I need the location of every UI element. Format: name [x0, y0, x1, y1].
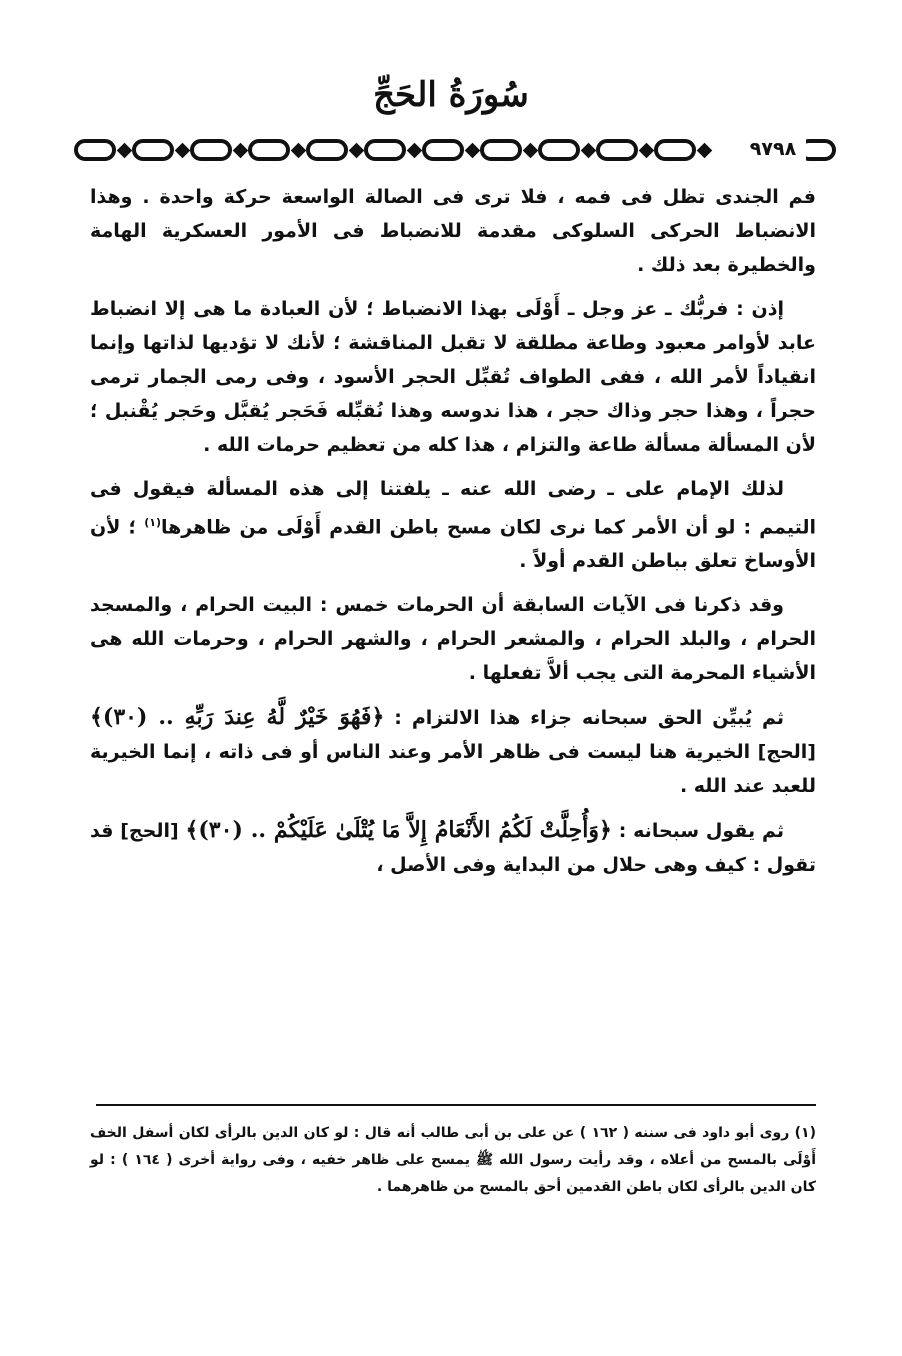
page-number: ٩٧٩٨	[740, 136, 806, 162]
paragraph-1: فم الجندى تظل فى فمه ، فلا ترى فى الصالة الواسعة حركة واحدة . وهذا الانضباط الحركى السلوكى مقدمة للانضباط فى الأمور العسكرية الهامة والخطيرة بعد ذلك .	[90, 186, 816, 276]
paragraph-6	[90, 813, 816, 882]
chain-ornament-divider	[72, 132, 838, 168]
quran-verse: ﴿فَهُوَ خَيْرٌ لَّهُ عِندَ رَبِّهِ .. (٣٠)﴾	[90, 704, 385, 731]
footnotes	[90, 1120, 816, 1201]
paragraph-2: إذن : فربُّك ـ عز وجل ـ أَوْلَى بهذا الانضباط ؛ لأن العبادة ما هى إلا انضباط عابد لأوامر معبود وطاعة مطلقة لا تقبل المناقشة ؛ لأنك لا تؤديها لذاتها وإنما انقياداً لأمر الله ، ففى الطواف تُقبِّل الحجر الأسود ، وفى رمى الجمار ترمى حجراً ، وهذا حجر وذاك حجر ، هذا ندوسه وهذا نُقبِّله فَحَجر يُقبَّل وحَجر يُقْنبل ؛ لأن المسألة مسألة طاعة والتزام ، هذا كله من تعظيم حرمات الله .	[90, 298, 816, 456]
surah-title: سُورَةُ الحَجِّ	[373, 75, 529, 115]
paragraph-5-text-end: [الحج] الخيرية هنا ليست فى ظاهر الأمر وعند الناس أو فى ذاته ، إنما الخيرية للعبد عند الله .	[90, 741, 816, 798]
footnote-reference[interactable]: (١)	[144, 516, 161, 529]
paragraph-6-text-end: [الحج] قد تقول : كيف وهى حلال من البداية وفى الأصل ،	[90, 820, 816, 877]
paragraph-5-text: ثم يُبيِّن الحق سبحانه جزاء هذا الالتزام :	[384, 707, 784, 730]
footnote-1: (١) روى أبو داود فى سننه ( ١٦٢ ) عن على بن أبى طالب أنه قال : لو كان الدين بالرأى لكان أسفل الخف أَوْلَى بالمسح من أعلاه ، وقد رأيت رسول الله ﷺ يمسح على ظاهر خفيه ، وفى رواية أخرى ( ١٦٤ ) : لو كان الدين بالرأى لكان باطن القدمين أحق بالمسح من ظاهرهما .	[90, 1125, 816, 1195]
paragraph-3-text: لذلك الإمام على ـ رضى الله عنه ـ يلفتنا إلى هذه المسألة فيقول فى التيمم : لو أن الأمر كما نرى لكان مسح باطن القدم أَوْلَى من ظاهرها	[90, 478, 816, 539]
quran-verse: ﴿وَأُحِلَّتْ لَكُمُ الأَنْعَامُ إِلاَّ مَا يُتْلَىٰ عَلَيْكُمْ .. (٣٠)﴾	[185, 817, 612, 844]
paragraph-3	[90, 472, 816, 578]
paragraph-3-text-end: ؛ لأن الأوساخ تعلق بباطن القدم أولاً .	[90, 516, 816, 573]
paragraph-5	[90, 700, 816, 803]
footnote-separator	[96, 1104, 816, 1106]
main-text	[90, 180, 816, 892]
paragraph-4: وقد ذكرنا فى الآيات السابقة أن الحرمات خمس : البيت الحرام ، والمسجد الحرام ، والبلد الحرام ، والمشعر الحرام ، والشهر الحرام ، وحرمات الله هى الأشياء المحرمة التى يجب ألاَّ تفعلها .	[90, 594, 816, 685]
paragraph-6-text: ثم يقول سبحانه :	[611, 820, 784, 843]
